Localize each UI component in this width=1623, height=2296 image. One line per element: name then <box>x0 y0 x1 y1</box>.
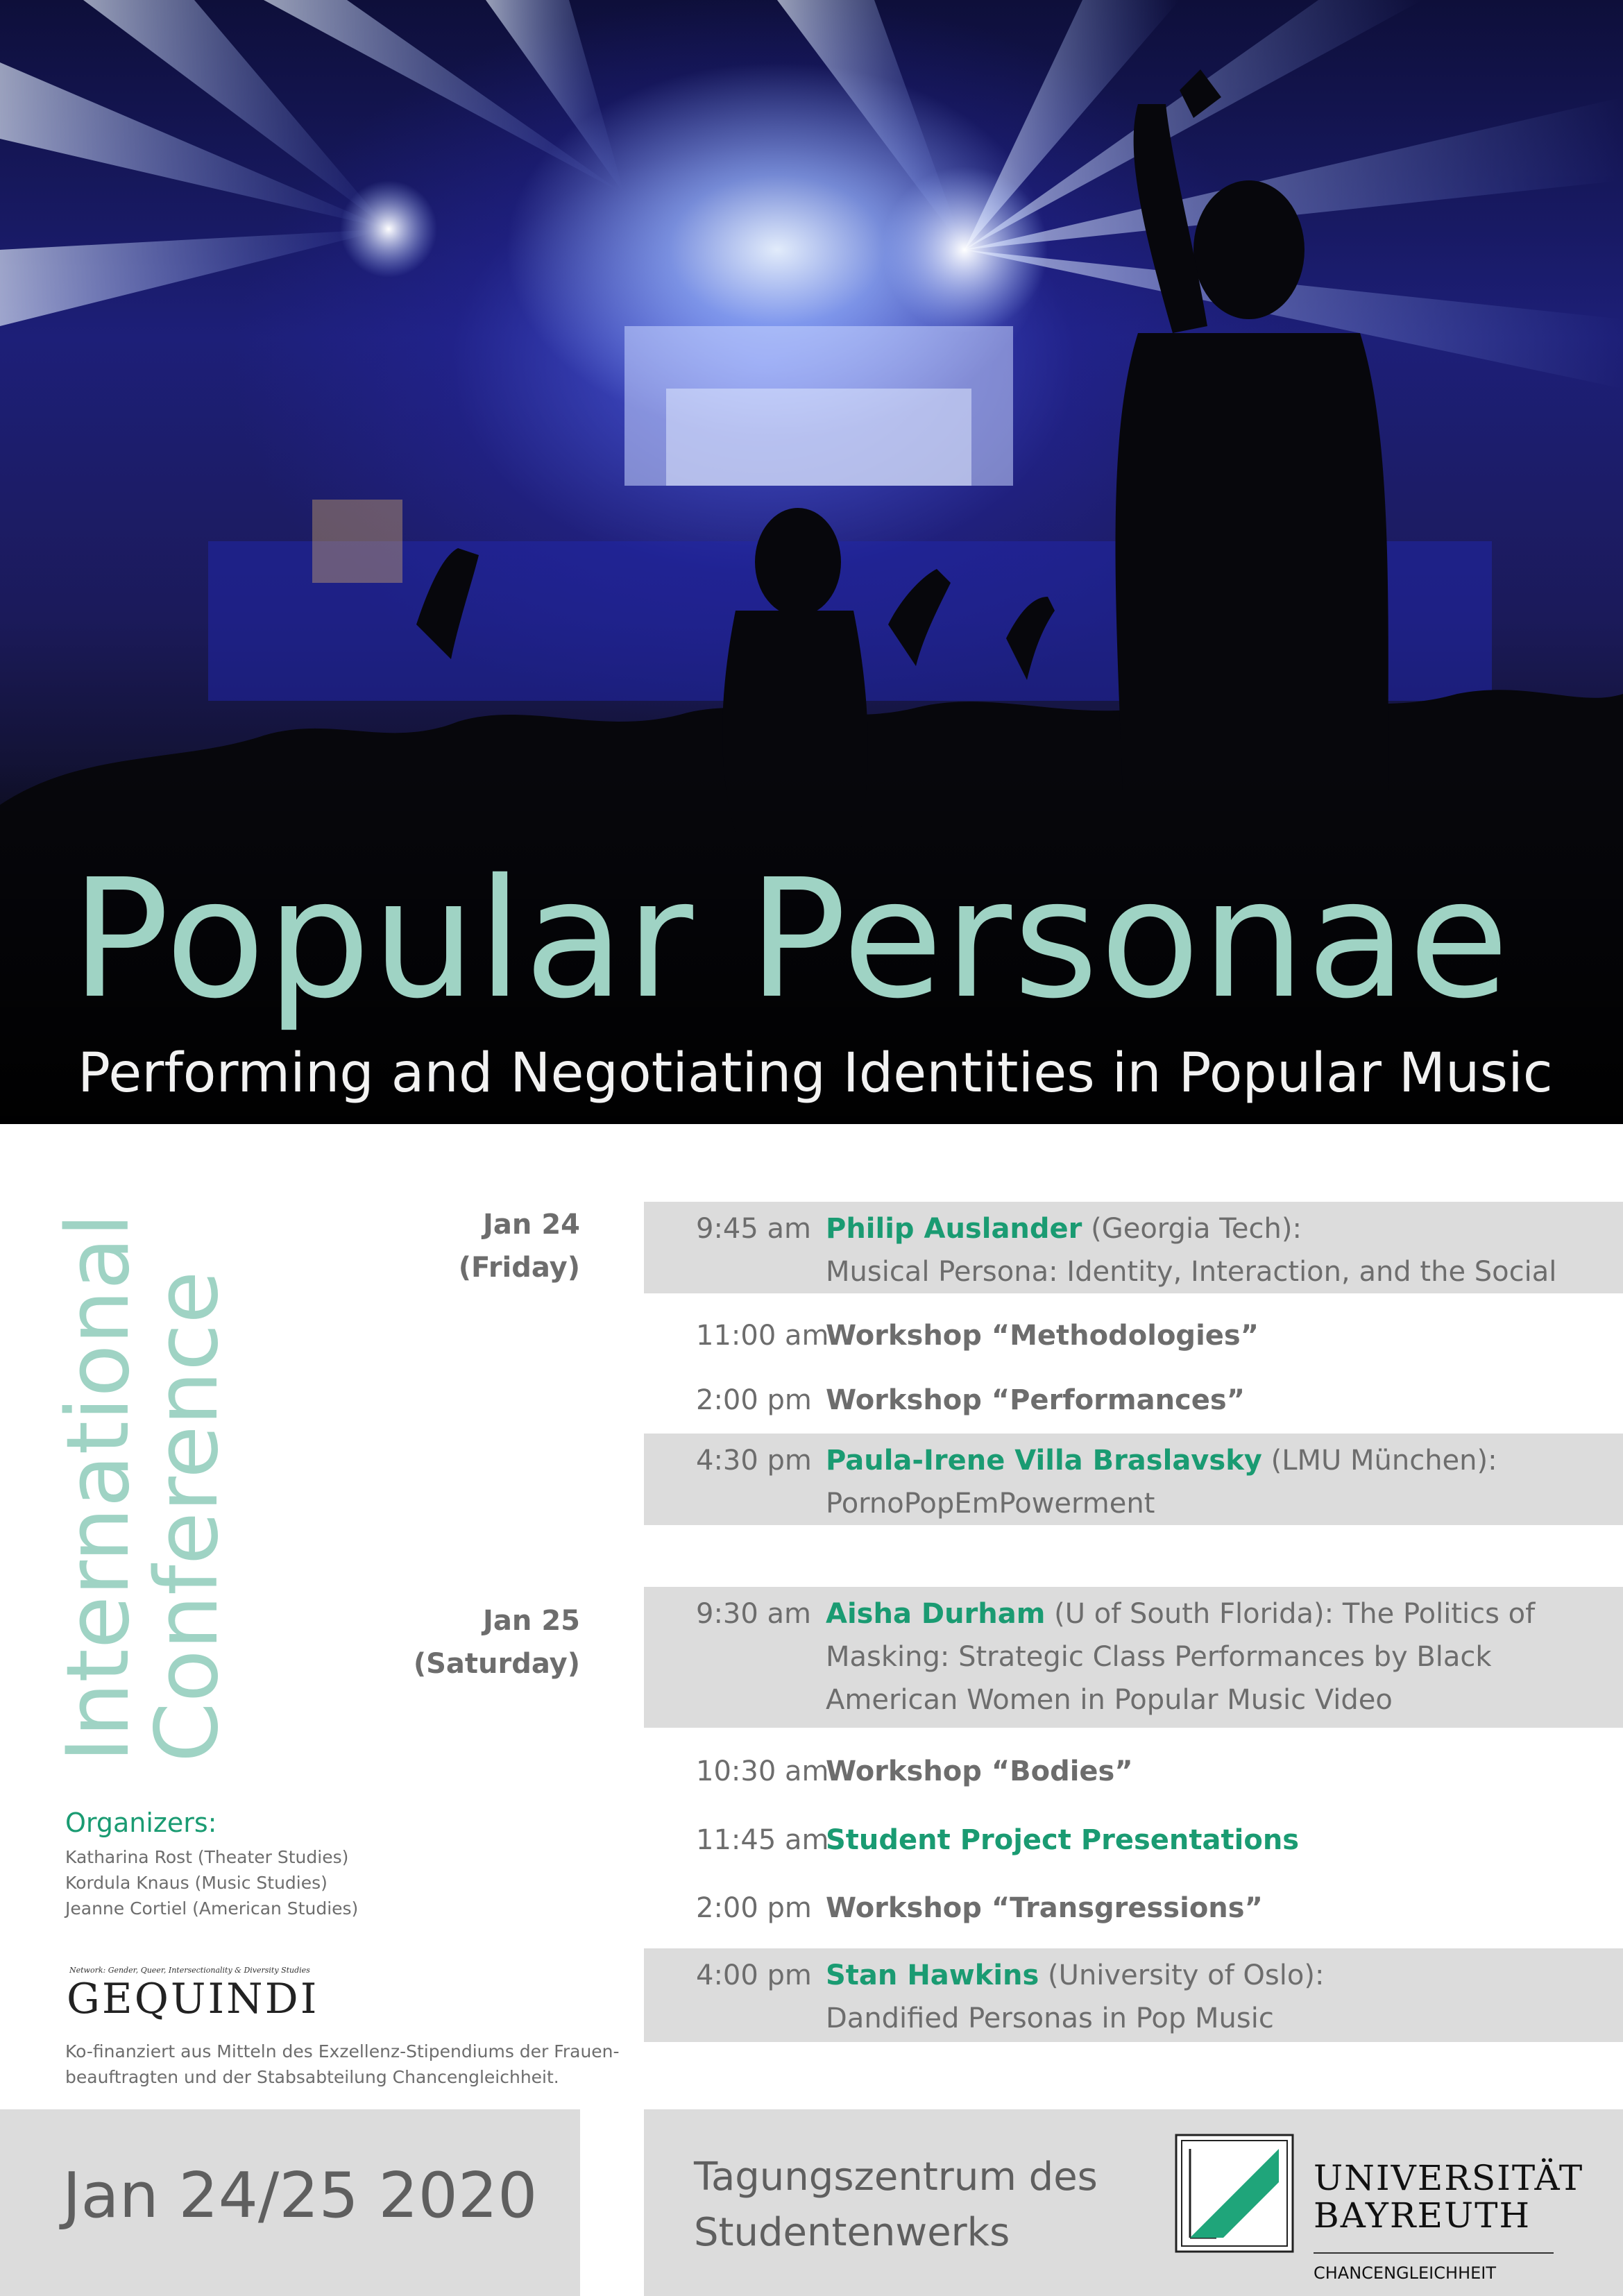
speaker-affiliation: (Georgia Tech): <box>1082 1213 1302 1245</box>
day-label-saturday <box>414 1599 580 1685</box>
session-details <box>826 1439 1603 1525</box>
session-time: 9:45 am <box>696 1213 812 1245</box>
day-date: Jan 24 <box>483 1209 580 1241</box>
session-time: 11:00 am <box>696 1320 829 1352</box>
schedule-row-workshop <box>644 1309 1623 1357</box>
vertical-label-line-1: International <box>49 1213 148 1762</box>
session-time: 4:30 pm <box>696 1445 812 1477</box>
university-name <box>1314 2159 1583 2234</box>
university-divider <box>1314 2252 1554 2254</box>
session-time: 9:30 am <box>696 1598 812 1630</box>
session-details <box>826 1819 1603 1862</box>
day-weekday: (Friday) <box>458 1252 580 1284</box>
session-time: 11:45 am <box>696 1824 829 1856</box>
schedule-row-student-presentations <box>644 1813 1623 1862</box>
talk-title-line-1: Masking: Strategic Class Performances by Black <box>826 1641 1492 1673</box>
workshop-title: Workshop “Performances” <box>826 1384 1245 1416</box>
session-time: 10:30 am <box>696 1755 829 1787</box>
schedule-row-keynote <box>644 1202 1623 1293</box>
venue-line-2: Studentenwerks <box>694 2210 1010 2255</box>
day-weekday: (Saturday) <box>413 1648 580 1680</box>
session-details <box>826 1592 1603 1721</box>
session-details <box>826 1314 1603 1357</box>
day-label-friday <box>459 1203 580 1289</box>
speaker-affiliation: (LMU München): <box>1261 1445 1497 1477</box>
venue <box>694 2150 1098 2261</box>
workshop-title: Workshop “Transgressions” <box>826 1892 1263 1924</box>
workshop-title: Workshop “Methodologies” <box>826 1320 1259 1352</box>
schedule-row-workshop <box>644 1881 1623 1930</box>
international-conference-label <box>49 1213 237 1762</box>
organizers-heading: Organizers: <box>65 1808 217 1838</box>
organizer-name: Kordula Knaus (Music Studies) <box>65 1873 328 1893</box>
session-details <box>826 1379 1603 1422</box>
university-name-line-2: BAYREUTH <box>1314 2195 1531 2236</box>
session-time: 4:00 pm <box>696 1959 812 1991</box>
day-date: Jan 25 <box>483 1605 580 1637</box>
talk-title: PornoPopEmPowerment <box>826 1488 1155 1520</box>
organizer-name: Katharina Rost (Theater Studies) <box>65 1847 349 1867</box>
cofunding-note <box>65 2039 620 2090</box>
schedule-row-keynote <box>644 1587 1623 1728</box>
speaker-name: Paula-Irene Villa Braslavsky <box>826 1445 1262 1477</box>
session-details <box>826 1954 1603 2040</box>
conference-subtitle: Performing and Negotiating Identities in Popular Music <box>78 1042 1553 1105</box>
session-time: 2:00 pm <box>696 1384 812 1416</box>
session-details <box>826 1207 1603 1293</box>
speaker-name: Stan Hawkins <box>826 1959 1039 1991</box>
speaker-affiliation: (University of Oslo): <box>1039 1959 1325 1991</box>
university-department: CHANCENGLEICHHEIT <box>1314 2263 1497 2283</box>
speaker-name: Philip Auslander <box>826 1213 1082 1245</box>
talk-title-line-2: American Women in Popular Music Video <box>826 1684 1393 1716</box>
venue-line-1: Tagungszentrum des <box>694 2154 1098 2200</box>
schedule-row-workshop <box>644 1744 1623 1793</box>
conference-date: Jan 24/25 2020 <box>62 2159 538 2232</box>
cofunding-line-2: beauftragten und der Stabsabteilung Chancengleichheit. <box>65 2067 559 2087</box>
cofunding-line-1: Ko-finanziert aus Mitteln des Exzellenz-Stipendiums der Frauen- <box>65 2041 620 2061</box>
session-details <box>826 1887 1603 1930</box>
student-presentations-title: Student Project Presentations <box>826 1824 1300 1856</box>
speaker-affiliation: (U of South Florida): The Politics of <box>1045 1598 1536 1630</box>
hero-image <box>0 0 1623 1124</box>
university-name-line-1: UNIVERSITÄT <box>1314 2158 1584 2198</box>
conference-title: Popular Personae <box>71 844 1511 1035</box>
schedule-row-keynote <box>644 1948 1623 2042</box>
workshop-title: Workshop “Bodies” <box>826 1755 1133 1787</box>
session-time: 2:00 pm <box>696 1892 812 1924</box>
talk-title: Dandified Personas in Pop Music <box>826 2002 1274 2034</box>
gequindi-network-tagline: Network: Gender, Queer, Intersectionality & Diversity Studies <box>69 1966 310 1975</box>
speaker-name: Aisha Durham <box>826 1598 1046 1630</box>
organizer-name: Jeanne Cortiel (American Studies) <box>65 1898 359 1919</box>
session-details <box>826 1750 1603 1793</box>
talk-title: Musical Persona: Identity, Interaction, and the Social <box>826 1256 1557 1288</box>
organizers-list <box>65 1844 358 1921</box>
schedule-row-keynote <box>644 1434 1623 1525</box>
university-bayreuth-logo-icon <box>1175 2134 1294 2253</box>
gequindi-logo: GEQUINDI <box>67 1975 319 2023</box>
schedule-row-workshop <box>644 1373 1623 1422</box>
vertical-label-line-2: Conference <box>137 1270 237 1762</box>
